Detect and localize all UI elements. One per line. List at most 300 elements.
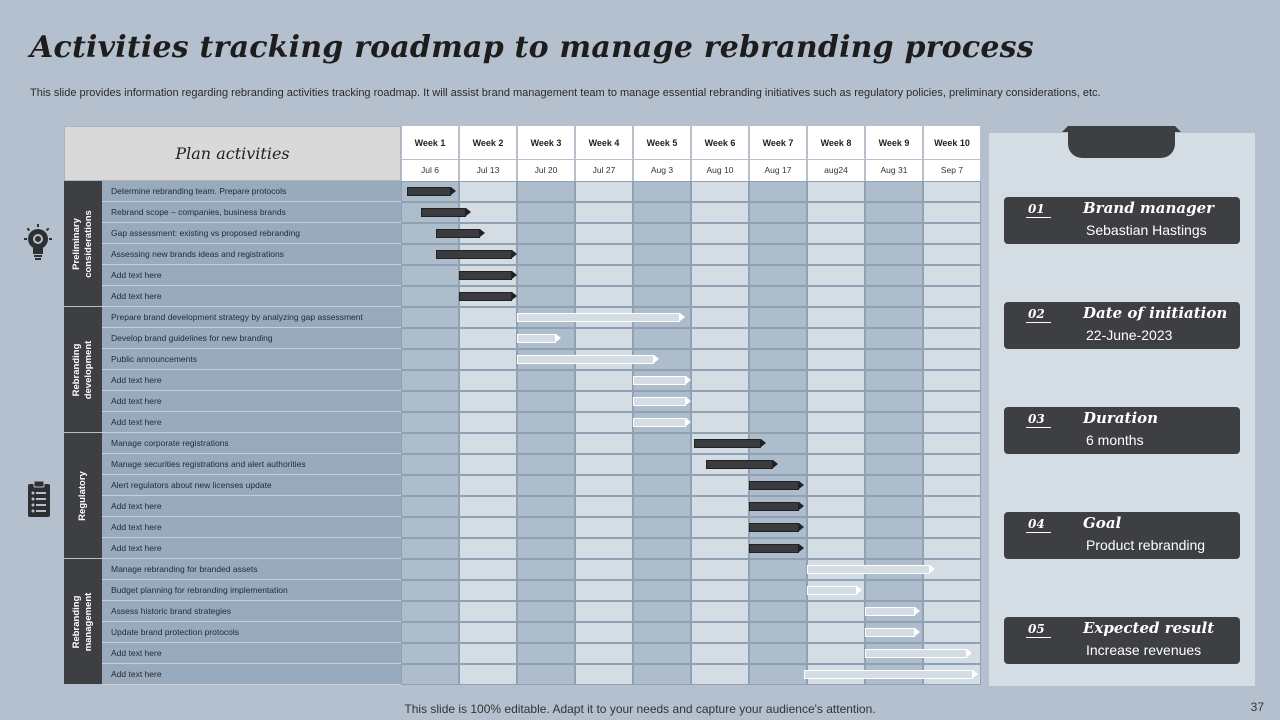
timeline-cell: [517, 622, 575, 643]
timeline-cell: [923, 433, 981, 454]
timeline-cell: [807, 202, 865, 223]
week-label: Week 4: [575, 126, 633, 160]
timeline-cell: [459, 454, 517, 475]
info-card-value: 22-June-2023: [1086, 327, 1173, 343]
timeline-cell: [865, 412, 923, 433]
timeline-cell: [691, 601, 749, 622]
timeline-cell: [807, 433, 865, 454]
timeline-cell: [401, 265, 459, 286]
category-block: [64, 307, 102, 433]
timeline-cell: [923, 181, 981, 202]
timeline-bar: [633, 376, 691, 385]
timeline-cell: [633, 454, 691, 475]
timeline-cell: [459, 622, 517, 643]
timeline-cell: [749, 643, 807, 664]
category-label-line: Regulatory: [77, 470, 88, 521]
timeline-bar: [706, 460, 779, 469]
timeline-cell: [401, 496, 459, 517]
week-header: [401, 126, 981, 181]
timeline-cell: [575, 601, 633, 622]
info-card-number: 03: [1028, 412, 1045, 426]
week-label: Week 7: [749, 126, 807, 160]
footer-note: This slide is 100% editable. Adapt it to your needs and capture your audience's attention.: [404, 702, 876, 716]
timeline-cell: [575, 391, 633, 412]
timeline-cell: [459, 664, 517, 685]
timeline-cell: [459, 601, 517, 622]
timeline-bar: [421, 208, 470, 217]
timeline-cell: [401, 538, 459, 559]
info-card: [1004, 407, 1240, 454]
timeline-cell: [633, 244, 691, 265]
timeline-cell: [401, 601, 459, 622]
category-label-line: Preliminary: [71, 217, 82, 270]
timeline-cell: [923, 349, 981, 370]
timeline-cell: [807, 412, 865, 433]
timeline-cell: [401, 580, 459, 601]
week-label: Week 10: [923, 126, 981, 160]
timeline-cell: [923, 454, 981, 475]
timeline-cell: [575, 244, 633, 265]
category-label: [71, 210, 95, 278]
timeline-cell: [517, 454, 575, 475]
info-panel-tab: [1068, 126, 1175, 158]
activity-label: Manage corporate registrations: [102, 433, 401, 454]
timeline-cell: [923, 307, 981, 328]
timeline-cell: [691, 559, 749, 580]
timeline-cell: [865, 475, 923, 496]
timeline-cell: [749, 370, 807, 391]
timeline-cell: [865, 391, 923, 412]
timeline-cell: [401, 454, 459, 475]
activity-label: Budget planning for rebranding implementation: [102, 580, 401, 601]
timeline-cell: [517, 433, 575, 454]
timeline-cell: [575, 517, 633, 538]
info-card-number: 05: [1028, 622, 1045, 636]
activity-label: Develop brand guidelines for new branding: [102, 328, 401, 349]
info-card: [1004, 617, 1240, 664]
info-card-label: Duration: [1083, 409, 1159, 427]
timeline-cell: [691, 538, 749, 559]
info-card-value: Increase revenues: [1086, 642, 1202, 658]
timeline-cell: [401, 643, 459, 664]
timeline-cell: [807, 349, 865, 370]
timeline-cell: [401, 307, 459, 328]
timeline-cell: [633, 559, 691, 580]
timeline-cell: [575, 622, 633, 643]
activity-label: Add text here: [102, 643, 401, 664]
timeline-bar: [633, 397, 691, 406]
timeline-cell: [807, 286, 865, 307]
timeline-cell: [923, 391, 981, 412]
slide-subtitle: This slide provides information regarding rebranding activities tracking roadmap. It will assist brand management team to manage essential rebranding initiatives such as regulatory policies, preliminary considerations, etc.: [30, 87, 1101, 99]
timeline-cell: [575, 202, 633, 223]
timeline-cell: [633, 433, 691, 454]
timeline-cell: [691, 370, 749, 391]
timeline-cell: [807, 538, 865, 559]
activity-label: Update brand protection protocols: [102, 622, 401, 643]
timeline-cell: [459, 391, 517, 412]
timeline-cell: [923, 580, 981, 601]
activity-label: Add text here: [102, 286, 401, 307]
week-label: Week 5: [633, 126, 691, 160]
timeline-cell: [633, 496, 691, 517]
timeline-cell: [923, 412, 981, 433]
timeline-cell: [633, 328, 691, 349]
timeline-cell: [691, 181, 749, 202]
timeline-cell: [459, 349, 517, 370]
timeline-cell: [807, 496, 865, 517]
timeline-cell: [691, 664, 749, 685]
info-card: [1004, 197, 1240, 244]
timeline-cell: [807, 307, 865, 328]
category-label-line: development: [83, 340, 94, 399]
week-date: Aug 3: [633, 160, 691, 181]
timeline-bar: [865, 628, 920, 637]
week-label: Week 3: [517, 126, 575, 160]
timeline-cell: [517, 244, 575, 265]
timeline-cell: [807, 475, 865, 496]
timeline-cell: [865, 265, 923, 286]
week-date: Jul 6: [401, 160, 459, 181]
timeline-cell: [807, 328, 865, 349]
category-label: [71, 340, 95, 399]
info-card-value: Product rebranding: [1086, 537, 1206, 553]
timeline-bar: [807, 565, 935, 574]
timeline-cell: [691, 412, 749, 433]
timeline-cell: [517, 580, 575, 601]
timeline-cell: [749, 580, 807, 601]
info-card: [1004, 512, 1240, 559]
category-block: [64, 433, 102, 559]
timeline-bar: [865, 607, 920, 616]
week-date: aug24: [807, 160, 865, 181]
timeline-cell: [749, 202, 807, 223]
timeline-cell: [749, 622, 807, 643]
timeline-cell: [749, 286, 807, 307]
timeline-cell: [749, 181, 807, 202]
timeline-cell: [865, 307, 923, 328]
timeline-cell: [807, 391, 865, 412]
info-card-label: Expected result: [1083, 619, 1215, 637]
timeline-cell: [691, 517, 749, 538]
activity-label: Assess historic brand strategies: [102, 601, 401, 622]
timeline-cell: [517, 496, 575, 517]
timeline-cell: [517, 475, 575, 496]
timeline-cell: [691, 349, 749, 370]
lightbulb-gear-icon: [22, 224, 54, 264]
timeline-cell: [807, 265, 865, 286]
timeline-cell: [575, 475, 633, 496]
timeline-cell: [749, 559, 807, 580]
week-label: Week 1: [401, 126, 459, 160]
timeline-cell: [633, 475, 691, 496]
timeline-cell: [575, 643, 633, 664]
timeline-cell: [691, 391, 749, 412]
timeline-cell: [865, 538, 923, 559]
timeline-cell: [517, 181, 575, 202]
timeline-cell: [691, 475, 749, 496]
activity-label: Add text here: [102, 517, 401, 538]
week-label: Week 2: [459, 126, 517, 160]
week-date: Aug 31: [865, 160, 923, 181]
timeline-bar: [517, 313, 685, 322]
timeline-cell: [749, 391, 807, 412]
timeline-cell: [401, 664, 459, 685]
timeline-cell: [749, 223, 807, 244]
timeline-cell: [459, 538, 517, 559]
info-card-number: 01: [1028, 202, 1045, 216]
timeline-cell: [749, 664, 807, 685]
timeline-cell: [865, 517, 923, 538]
activity-label: Rebrand scope – companies, business brands: [102, 202, 401, 223]
timeline-cell: [517, 538, 575, 559]
timeline-cell: [575, 580, 633, 601]
timeline-cell: [749, 265, 807, 286]
timeline-cell: [865, 496, 923, 517]
timeline-bar: [633, 418, 691, 427]
timeline-cell: [633, 517, 691, 538]
timeline-cell: [865, 181, 923, 202]
info-card-number: 02: [1028, 307, 1045, 321]
timeline-cell: [807, 454, 865, 475]
timeline-cell: [691, 286, 749, 307]
timeline-cell: [633, 265, 691, 286]
activity-label: Add text here: [102, 496, 401, 517]
timeline-cell: [401, 433, 459, 454]
week-date: Sep 7: [923, 160, 981, 181]
timeline-bar: [436, 250, 517, 259]
timeline-cell: [691, 202, 749, 223]
timeline-cell: [691, 496, 749, 517]
timeline-cell: [401, 412, 459, 433]
timeline-cell: [459, 412, 517, 433]
timeline-cell: [459, 370, 517, 391]
timeline-cell: [923, 622, 981, 643]
timeline-cell: [459, 559, 517, 580]
category-block: [64, 559, 102, 685]
timeline-cell: [575, 664, 633, 685]
slide-title: Activities tracking roadmap to manage rebranding process: [30, 30, 1034, 65]
activity-label: Add text here: [102, 265, 401, 286]
week-date: Aug 17: [749, 160, 807, 181]
timeline-cell: [575, 496, 633, 517]
timeline-cell: [691, 307, 749, 328]
page-number: 37: [1250, 700, 1264, 714]
activity-label: Gap assessment: existing vs proposed rebranding: [102, 223, 401, 244]
category-label-line: considerations: [83, 209, 94, 278]
week-date: Jul 13: [459, 160, 517, 181]
info-card-number: 04: [1028, 517, 1045, 531]
activity-label: Add text here: [102, 538, 401, 559]
timeline-cell: [401, 391, 459, 412]
timeline-cell: [691, 223, 749, 244]
timeline-cell: [459, 580, 517, 601]
timeline-cell: [575, 223, 633, 244]
timeline-cell: [575, 370, 633, 391]
timeline-cell: [517, 643, 575, 664]
timeline-cell: [691, 265, 749, 286]
timeline-cell: [575, 265, 633, 286]
timeline-cell: [575, 538, 633, 559]
timeline-cell: [633, 286, 691, 307]
category-label: [77, 471, 89, 521]
timeline-cell: [517, 601, 575, 622]
timeline-cell: [575, 454, 633, 475]
timeline-cell: [807, 517, 865, 538]
timeline-cell: [691, 643, 749, 664]
timeline-cell: [923, 538, 981, 559]
timeline-cell: [923, 223, 981, 244]
timeline-cell: [459, 433, 517, 454]
timeline-cell: [401, 559, 459, 580]
timeline-cell: [865, 454, 923, 475]
category-label-line: Rebranding: [71, 343, 82, 396]
timeline-cell: [517, 412, 575, 433]
timeline-cell: [401, 370, 459, 391]
category-label-line: management: [83, 592, 94, 651]
timeline-cell: [749, 307, 807, 328]
activity-label: Public announcements: [102, 349, 401, 370]
timeline-cell: [865, 286, 923, 307]
timeline-cell: [401, 286, 459, 307]
activity-label: Add text here: [102, 664, 401, 685]
timeline-cell: [633, 181, 691, 202]
category-label-line: Rebranding: [71, 595, 82, 648]
week-label: Week 9: [865, 126, 923, 160]
activity-label: Prepare brand development strategy by analyzing gap assessment: [102, 307, 401, 328]
timeline-bar: [459, 292, 517, 301]
timeline-bar: [749, 544, 804, 553]
timeline-cell: [807, 622, 865, 643]
info-card-value: 6 months: [1086, 432, 1144, 448]
timeline-cell: [865, 328, 923, 349]
timeline-cell: [459, 496, 517, 517]
timeline-cell: [459, 475, 517, 496]
timeline-cell: [575, 433, 633, 454]
timeline-cell: [401, 517, 459, 538]
timeline-cell: [459, 643, 517, 664]
info-card-value: Sebastian Hastings: [1086, 222, 1207, 238]
timeline-cell: [633, 538, 691, 559]
timeline-cell: [459, 181, 517, 202]
timeline-cell: [923, 265, 981, 286]
timeline-cell: [749, 412, 807, 433]
timeline-cell: [401, 475, 459, 496]
timeline-cell: [923, 496, 981, 517]
timeline-cell: [517, 202, 575, 223]
timeline-cell: [807, 181, 865, 202]
timeline-cell: [807, 601, 865, 622]
plan-activities-label: Plan activities: [175, 144, 290, 163]
timeline-bar: [407, 187, 456, 196]
clipboard-checklist-icon: [27, 480, 51, 518]
timeline-cell: [633, 580, 691, 601]
timeline-cell: [807, 223, 865, 244]
timeline-cell: [865, 349, 923, 370]
info-card-label: Brand manager: [1083, 199, 1215, 217]
timeline-bar: [436, 229, 485, 238]
plan-activities-header: [64, 126, 401, 181]
timeline-cell: [691, 622, 749, 643]
timeline-cell: [923, 370, 981, 391]
timeline-cell: [865, 580, 923, 601]
activity-label: Alert regulators about new licenses update: [102, 475, 401, 496]
timeline-cell: [459, 517, 517, 538]
timeline-cell: [517, 391, 575, 412]
gantt-chart: [64, 126, 981, 687]
category-block: [64, 181, 102, 307]
timeline-cell: [865, 244, 923, 265]
timeline-cell: [401, 349, 459, 370]
timeline-cell: [459, 328, 517, 349]
timeline-cell: [575, 328, 633, 349]
info-card: [1004, 302, 1240, 349]
timeline-cell: [923, 475, 981, 496]
timeline-bar: [694, 439, 767, 448]
timeline-cell: [923, 202, 981, 223]
timeline-cell: [749, 244, 807, 265]
timeline-cell: [633, 622, 691, 643]
timeline-cell: [865, 223, 923, 244]
timeline-bar: [517, 334, 561, 343]
info-card-label: Date of initiation: [1083, 304, 1228, 322]
timeline-cell: [517, 286, 575, 307]
week-label: Week 8: [807, 126, 865, 160]
timeline-bar: [749, 481, 804, 490]
timeline-cell: [807, 370, 865, 391]
timeline-cell: [865, 202, 923, 223]
timeline-cell: [633, 643, 691, 664]
timeline-cell: [749, 328, 807, 349]
timeline-cell: [749, 601, 807, 622]
timeline-cell: [691, 328, 749, 349]
timeline-cell: [517, 223, 575, 244]
timeline-bar: [459, 271, 517, 280]
timeline-cell: [865, 433, 923, 454]
week-date: Jul 27: [575, 160, 633, 181]
activity-label: Add text here: [102, 391, 401, 412]
timeline-cell: [517, 370, 575, 391]
activity-label: Determine rebranding team. Prepare protocols: [102, 181, 401, 202]
timeline-cell: [459, 307, 517, 328]
activity-label: Manage securities registrations and alert authorities: [102, 454, 401, 475]
timeline-cell: [517, 559, 575, 580]
timeline-bar: [804, 670, 978, 679]
timeline-cell: [633, 223, 691, 244]
timeline-cell: [575, 286, 633, 307]
timeline-cell: [923, 286, 981, 307]
activity-label: Assessing new brands ideas and registrations: [102, 244, 401, 265]
timeline-cell: [923, 244, 981, 265]
timeline-cell: [633, 202, 691, 223]
timeline-cell: [517, 265, 575, 286]
timeline-cell: [401, 622, 459, 643]
timeline-cell: [517, 664, 575, 685]
timeline-cell: [807, 643, 865, 664]
timeline-cell: [807, 244, 865, 265]
timeline-cell: [401, 328, 459, 349]
info-card-label: Goal: [1083, 514, 1122, 532]
timeline-bar: [865, 649, 972, 658]
timeline-cell: [633, 601, 691, 622]
timeline-cell: [691, 244, 749, 265]
timeline-cell: [575, 412, 633, 433]
week-date: Aug 10: [691, 160, 749, 181]
timeline-cell: [517, 517, 575, 538]
timeline-cell: [923, 601, 981, 622]
timeline-cell: [923, 517, 981, 538]
timeline-cell: [633, 664, 691, 685]
